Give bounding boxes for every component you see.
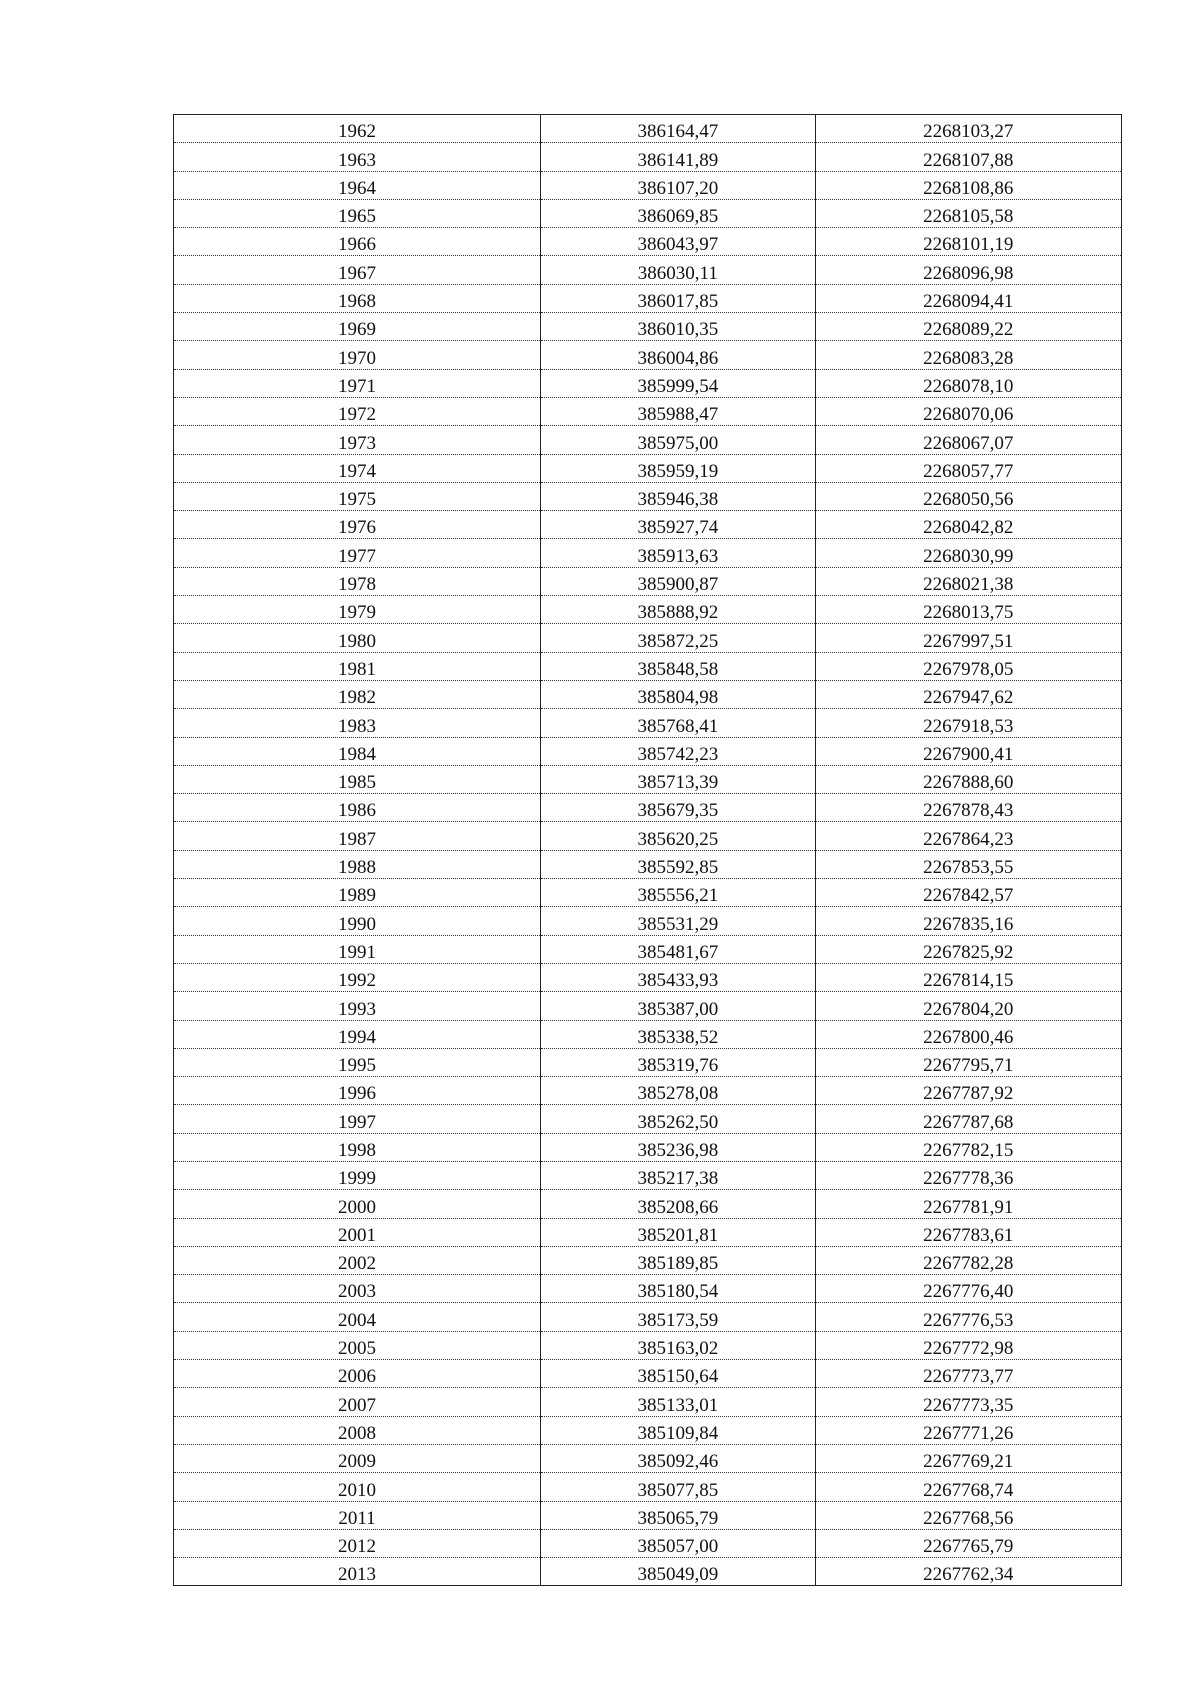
year-cell: 1990 xyxy=(174,907,541,935)
year-cell: 1965 xyxy=(174,199,541,227)
x-coordinate-cell: 385975,00 xyxy=(541,426,815,454)
year-cell: 1988 xyxy=(174,850,541,878)
y-coordinate-cell: 2267765,79 xyxy=(815,1529,1121,1557)
table-row xyxy=(174,737,1122,765)
x-coordinate-cell: 385768,41 xyxy=(541,709,815,737)
x-coordinate-cell: 385189,85 xyxy=(541,1246,815,1274)
year-cell: 1998 xyxy=(174,1133,541,1161)
year-cell: 1995 xyxy=(174,1048,541,1076)
y-coordinate-cell: 2267947,62 xyxy=(815,680,1121,708)
y-coordinate-cell: 2267795,71 xyxy=(815,1048,1121,1076)
year-cell: 1966 xyxy=(174,228,541,256)
y-coordinate-cell: 2267888,60 xyxy=(815,765,1121,793)
x-coordinate-cell: 385057,00 xyxy=(541,1529,815,1557)
table-row xyxy=(174,171,1122,199)
coordinates-table xyxy=(173,114,1122,1586)
year-cell: 1983 xyxy=(174,709,541,737)
table-row xyxy=(174,596,1122,624)
y-coordinate-cell: 2268042,82 xyxy=(815,511,1121,539)
y-coordinate-cell: 2267825,92 xyxy=(815,935,1121,963)
x-coordinate-cell: 385959,19 xyxy=(541,454,815,482)
table-row xyxy=(174,1529,1122,1557)
year-cell: 1974 xyxy=(174,454,541,482)
y-coordinate-cell: 2267997,51 xyxy=(815,624,1121,652)
table-row xyxy=(174,1303,1122,1331)
x-coordinate-cell: 385109,84 xyxy=(541,1416,815,1444)
year-cell: 2011 xyxy=(174,1501,541,1529)
table-row xyxy=(174,1275,1122,1303)
year-cell: 2000 xyxy=(174,1190,541,1218)
y-coordinate-cell: 2268108,86 xyxy=(815,171,1121,199)
table-row xyxy=(174,1161,1122,1189)
year-cell: 1997 xyxy=(174,1105,541,1133)
year-cell: 1976 xyxy=(174,511,541,539)
y-coordinate-cell: 2267772,98 xyxy=(815,1331,1121,1359)
x-coordinate-cell: 385592,85 xyxy=(541,850,815,878)
x-coordinate-cell: 385742,23 xyxy=(541,737,815,765)
x-coordinate-cell: 386017,85 xyxy=(541,284,815,312)
table-row xyxy=(174,1501,1122,1529)
table-row xyxy=(174,369,1122,397)
year-cell: 1993 xyxy=(174,992,541,1020)
year-cell: 1992 xyxy=(174,963,541,991)
x-coordinate-cell: 385278,08 xyxy=(541,1077,815,1105)
year-cell: 2010 xyxy=(174,1473,541,1501)
y-coordinate-cell: 2268096,98 xyxy=(815,256,1121,284)
table-row xyxy=(174,935,1122,963)
year-cell: 2006 xyxy=(174,1360,541,1388)
x-coordinate-cell: 385848,58 xyxy=(541,652,815,680)
table-row xyxy=(174,794,1122,822)
y-coordinate-cell: 2267900,41 xyxy=(815,737,1121,765)
y-coordinate-cell: 2267853,55 xyxy=(815,850,1121,878)
y-coordinate-cell: 2267835,16 xyxy=(815,907,1121,935)
year-cell: 1962 xyxy=(174,115,541,143)
y-coordinate-cell: 2267782,15 xyxy=(815,1133,1121,1161)
table-row xyxy=(174,1020,1122,1048)
y-coordinate-cell: 2267778,36 xyxy=(815,1161,1121,1189)
table-row xyxy=(174,1558,1122,1586)
year-cell: 2002 xyxy=(174,1246,541,1274)
table-row xyxy=(174,624,1122,652)
year-cell: 1996 xyxy=(174,1077,541,1105)
y-coordinate-cell: 2268107,88 xyxy=(815,143,1121,171)
year-cell: 1989 xyxy=(174,879,541,907)
y-coordinate-cell: 2268094,41 xyxy=(815,284,1121,312)
table-row xyxy=(174,652,1122,680)
table-row xyxy=(174,1246,1122,1274)
x-coordinate-cell: 385620,25 xyxy=(541,822,815,850)
y-coordinate-cell: 2267776,53 xyxy=(815,1303,1121,1331)
y-coordinate-cell: 2268067,07 xyxy=(815,426,1121,454)
year-cell: 2004 xyxy=(174,1303,541,1331)
y-coordinate-cell: 2267783,61 xyxy=(815,1218,1121,1246)
x-coordinate-cell: 385946,38 xyxy=(541,482,815,510)
table-row xyxy=(174,199,1122,227)
table-row xyxy=(174,284,1122,312)
table-row xyxy=(174,397,1122,425)
year-cell: 1964 xyxy=(174,171,541,199)
year-cell: 2005 xyxy=(174,1331,541,1359)
year-cell: 2013 xyxy=(174,1558,541,1586)
table-row xyxy=(174,709,1122,737)
table-row xyxy=(174,1133,1122,1161)
y-coordinate-cell: 2267771,26 xyxy=(815,1416,1121,1444)
y-coordinate-cell: 2268057,77 xyxy=(815,454,1121,482)
x-coordinate-cell: 386164,47 xyxy=(541,115,815,143)
table-row xyxy=(174,1360,1122,1388)
table-row xyxy=(174,1331,1122,1359)
x-coordinate-cell: 386010,35 xyxy=(541,313,815,341)
y-coordinate-cell: 2268050,56 xyxy=(815,482,1121,510)
y-coordinate-cell: 2268078,10 xyxy=(815,369,1121,397)
y-coordinate-cell: 2268103,27 xyxy=(815,115,1121,143)
x-coordinate-cell: 385077,85 xyxy=(541,1473,815,1501)
year-cell: 1982 xyxy=(174,680,541,708)
table-row xyxy=(174,879,1122,907)
y-coordinate-cell: 2267787,92 xyxy=(815,1077,1121,1105)
x-coordinate-cell: 385433,93 xyxy=(541,963,815,991)
year-cell: 2003 xyxy=(174,1275,541,1303)
year-cell: 1984 xyxy=(174,737,541,765)
x-coordinate-cell: 386043,97 xyxy=(541,228,815,256)
table-row xyxy=(174,511,1122,539)
table-row xyxy=(174,822,1122,850)
year-cell: 1981 xyxy=(174,652,541,680)
x-coordinate-cell: 385049,09 xyxy=(541,1558,815,1586)
x-coordinate-cell: 385679,35 xyxy=(541,794,815,822)
x-coordinate-cell: 385927,74 xyxy=(541,511,815,539)
table-row xyxy=(174,680,1122,708)
x-coordinate-cell: 385150,64 xyxy=(541,1360,815,1388)
x-coordinate-cell: 386069,85 xyxy=(541,199,815,227)
table-row xyxy=(174,1105,1122,1133)
year-cell: 2007 xyxy=(174,1388,541,1416)
year-cell: 1985 xyxy=(174,765,541,793)
y-coordinate-cell: 2267800,46 xyxy=(815,1020,1121,1048)
x-coordinate-cell: 385092,46 xyxy=(541,1444,815,1472)
table-body xyxy=(174,115,1122,1586)
year-cell: 1973 xyxy=(174,426,541,454)
table-row xyxy=(174,1048,1122,1076)
y-coordinate-cell: 2267804,20 xyxy=(815,992,1121,1020)
year-cell: 1968 xyxy=(174,284,541,312)
year-cell: 2009 xyxy=(174,1444,541,1472)
table-row xyxy=(174,482,1122,510)
y-coordinate-cell: 2267978,05 xyxy=(815,652,1121,680)
year-cell: 1970 xyxy=(174,341,541,369)
table-row xyxy=(174,992,1122,1020)
year-cell: 1977 xyxy=(174,539,541,567)
table-row xyxy=(174,454,1122,482)
y-coordinate-cell: 2267814,15 xyxy=(815,963,1121,991)
year-cell: 1971 xyxy=(174,369,541,397)
table-row xyxy=(174,1190,1122,1218)
table-row xyxy=(174,1416,1122,1444)
table-row xyxy=(174,341,1122,369)
y-coordinate-cell: 2267762,34 xyxy=(815,1558,1121,1586)
x-coordinate-cell: 385319,76 xyxy=(541,1048,815,1076)
y-coordinate-cell: 2268021,38 xyxy=(815,567,1121,595)
table-row xyxy=(174,1444,1122,1472)
y-coordinate-cell: 2267842,57 xyxy=(815,879,1121,907)
table-row xyxy=(174,426,1122,454)
y-coordinate-cell: 2268083,28 xyxy=(815,341,1121,369)
x-coordinate-cell: 386107,20 xyxy=(541,171,815,199)
y-coordinate-cell: 2267768,74 xyxy=(815,1473,1121,1501)
x-coordinate-cell: 385713,39 xyxy=(541,765,815,793)
x-coordinate-cell: 385262,50 xyxy=(541,1105,815,1133)
x-coordinate-cell: 386004,86 xyxy=(541,341,815,369)
table-row xyxy=(174,907,1122,935)
x-coordinate-cell: 385804,98 xyxy=(541,680,815,708)
y-coordinate-cell: 2267864,23 xyxy=(815,822,1121,850)
table-row xyxy=(174,143,1122,171)
y-coordinate-cell: 2267782,28 xyxy=(815,1246,1121,1274)
table-row xyxy=(174,115,1122,143)
x-coordinate-cell: 385888,92 xyxy=(541,596,815,624)
year-cell: 1967 xyxy=(174,256,541,284)
year-cell: 2012 xyxy=(174,1529,541,1557)
x-coordinate-cell: 385201,81 xyxy=(541,1218,815,1246)
x-coordinate-cell: 386141,89 xyxy=(541,143,815,171)
x-coordinate-cell: 385180,54 xyxy=(541,1275,815,1303)
table-row xyxy=(174,850,1122,878)
year-cell: 1994 xyxy=(174,1020,541,1048)
year-cell: 1986 xyxy=(174,794,541,822)
year-cell: 2008 xyxy=(174,1416,541,1444)
table-row xyxy=(174,1388,1122,1416)
table-row xyxy=(174,228,1122,256)
x-coordinate-cell: 385872,25 xyxy=(541,624,815,652)
y-coordinate-cell: 2268070,06 xyxy=(815,397,1121,425)
x-coordinate-cell: 385531,29 xyxy=(541,907,815,935)
x-coordinate-cell: 385556,21 xyxy=(541,879,815,907)
y-coordinate-cell: 2268105,58 xyxy=(815,199,1121,227)
x-coordinate-cell: 385338,52 xyxy=(541,1020,815,1048)
x-coordinate-cell: 385173,59 xyxy=(541,1303,815,1331)
year-cell: 1980 xyxy=(174,624,541,652)
x-coordinate-cell: 385999,54 xyxy=(541,369,815,397)
year-cell: 1991 xyxy=(174,935,541,963)
x-coordinate-cell: 385481,67 xyxy=(541,935,815,963)
y-coordinate-cell: 2268089,22 xyxy=(815,313,1121,341)
y-coordinate-cell: 2267918,53 xyxy=(815,709,1121,737)
y-coordinate-cell: 2268013,75 xyxy=(815,596,1121,624)
year-cell: 1975 xyxy=(174,482,541,510)
year-cell: 1963 xyxy=(174,143,541,171)
year-cell: 1987 xyxy=(174,822,541,850)
year-cell: 1978 xyxy=(174,567,541,595)
table-row xyxy=(174,256,1122,284)
x-coordinate-cell: 385236,98 xyxy=(541,1133,815,1161)
y-coordinate-cell: 2267787,68 xyxy=(815,1105,1121,1133)
y-coordinate-cell: 2267878,43 xyxy=(815,794,1121,822)
y-coordinate-cell: 2267776,40 xyxy=(815,1275,1121,1303)
table-row xyxy=(174,539,1122,567)
x-coordinate-cell: 385133,01 xyxy=(541,1388,815,1416)
table-row xyxy=(174,313,1122,341)
year-cell: 2001 xyxy=(174,1218,541,1246)
table-row xyxy=(174,567,1122,595)
y-coordinate-cell: 2268030,99 xyxy=(815,539,1121,567)
x-coordinate-cell: 385913,63 xyxy=(541,539,815,567)
table-row xyxy=(174,1473,1122,1501)
y-coordinate-cell: 2268101,19 xyxy=(815,228,1121,256)
year-cell: 1969 xyxy=(174,313,541,341)
x-coordinate-cell: 385208,66 xyxy=(541,1190,815,1218)
x-coordinate-cell: 385065,79 xyxy=(541,1501,815,1529)
year-cell: 1979 xyxy=(174,596,541,624)
table-row xyxy=(174,1077,1122,1105)
x-coordinate-cell: 386030,11 xyxy=(541,256,815,284)
y-coordinate-cell: 2267773,35 xyxy=(815,1388,1121,1416)
y-coordinate-cell: 2267768,56 xyxy=(815,1501,1121,1529)
year-cell: 1999 xyxy=(174,1161,541,1189)
x-coordinate-cell: 385900,87 xyxy=(541,567,815,595)
table-row xyxy=(174,765,1122,793)
y-coordinate-cell: 2267781,91 xyxy=(815,1190,1121,1218)
x-coordinate-cell: 385217,38 xyxy=(541,1161,815,1189)
table-row xyxy=(174,1218,1122,1246)
table-row xyxy=(174,963,1122,991)
x-coordinate-cell: 385988,47 xyxy=(541,397,815,425)
year-cell: 1972 xyxy=(174,397,541,425)
x-coordinate-cell: 385163,02 xyxy=(541,1331,815,1359)
y-coordinate-cell: 2267773,77 xyxy=(815,1360,1121,1388)
x-coordinate-cell: 385387,00 xyxy=(541,992,815,1020)
y-coordinate-cell: 2267769,21 xyxy=(815,1444,1121,1472)
